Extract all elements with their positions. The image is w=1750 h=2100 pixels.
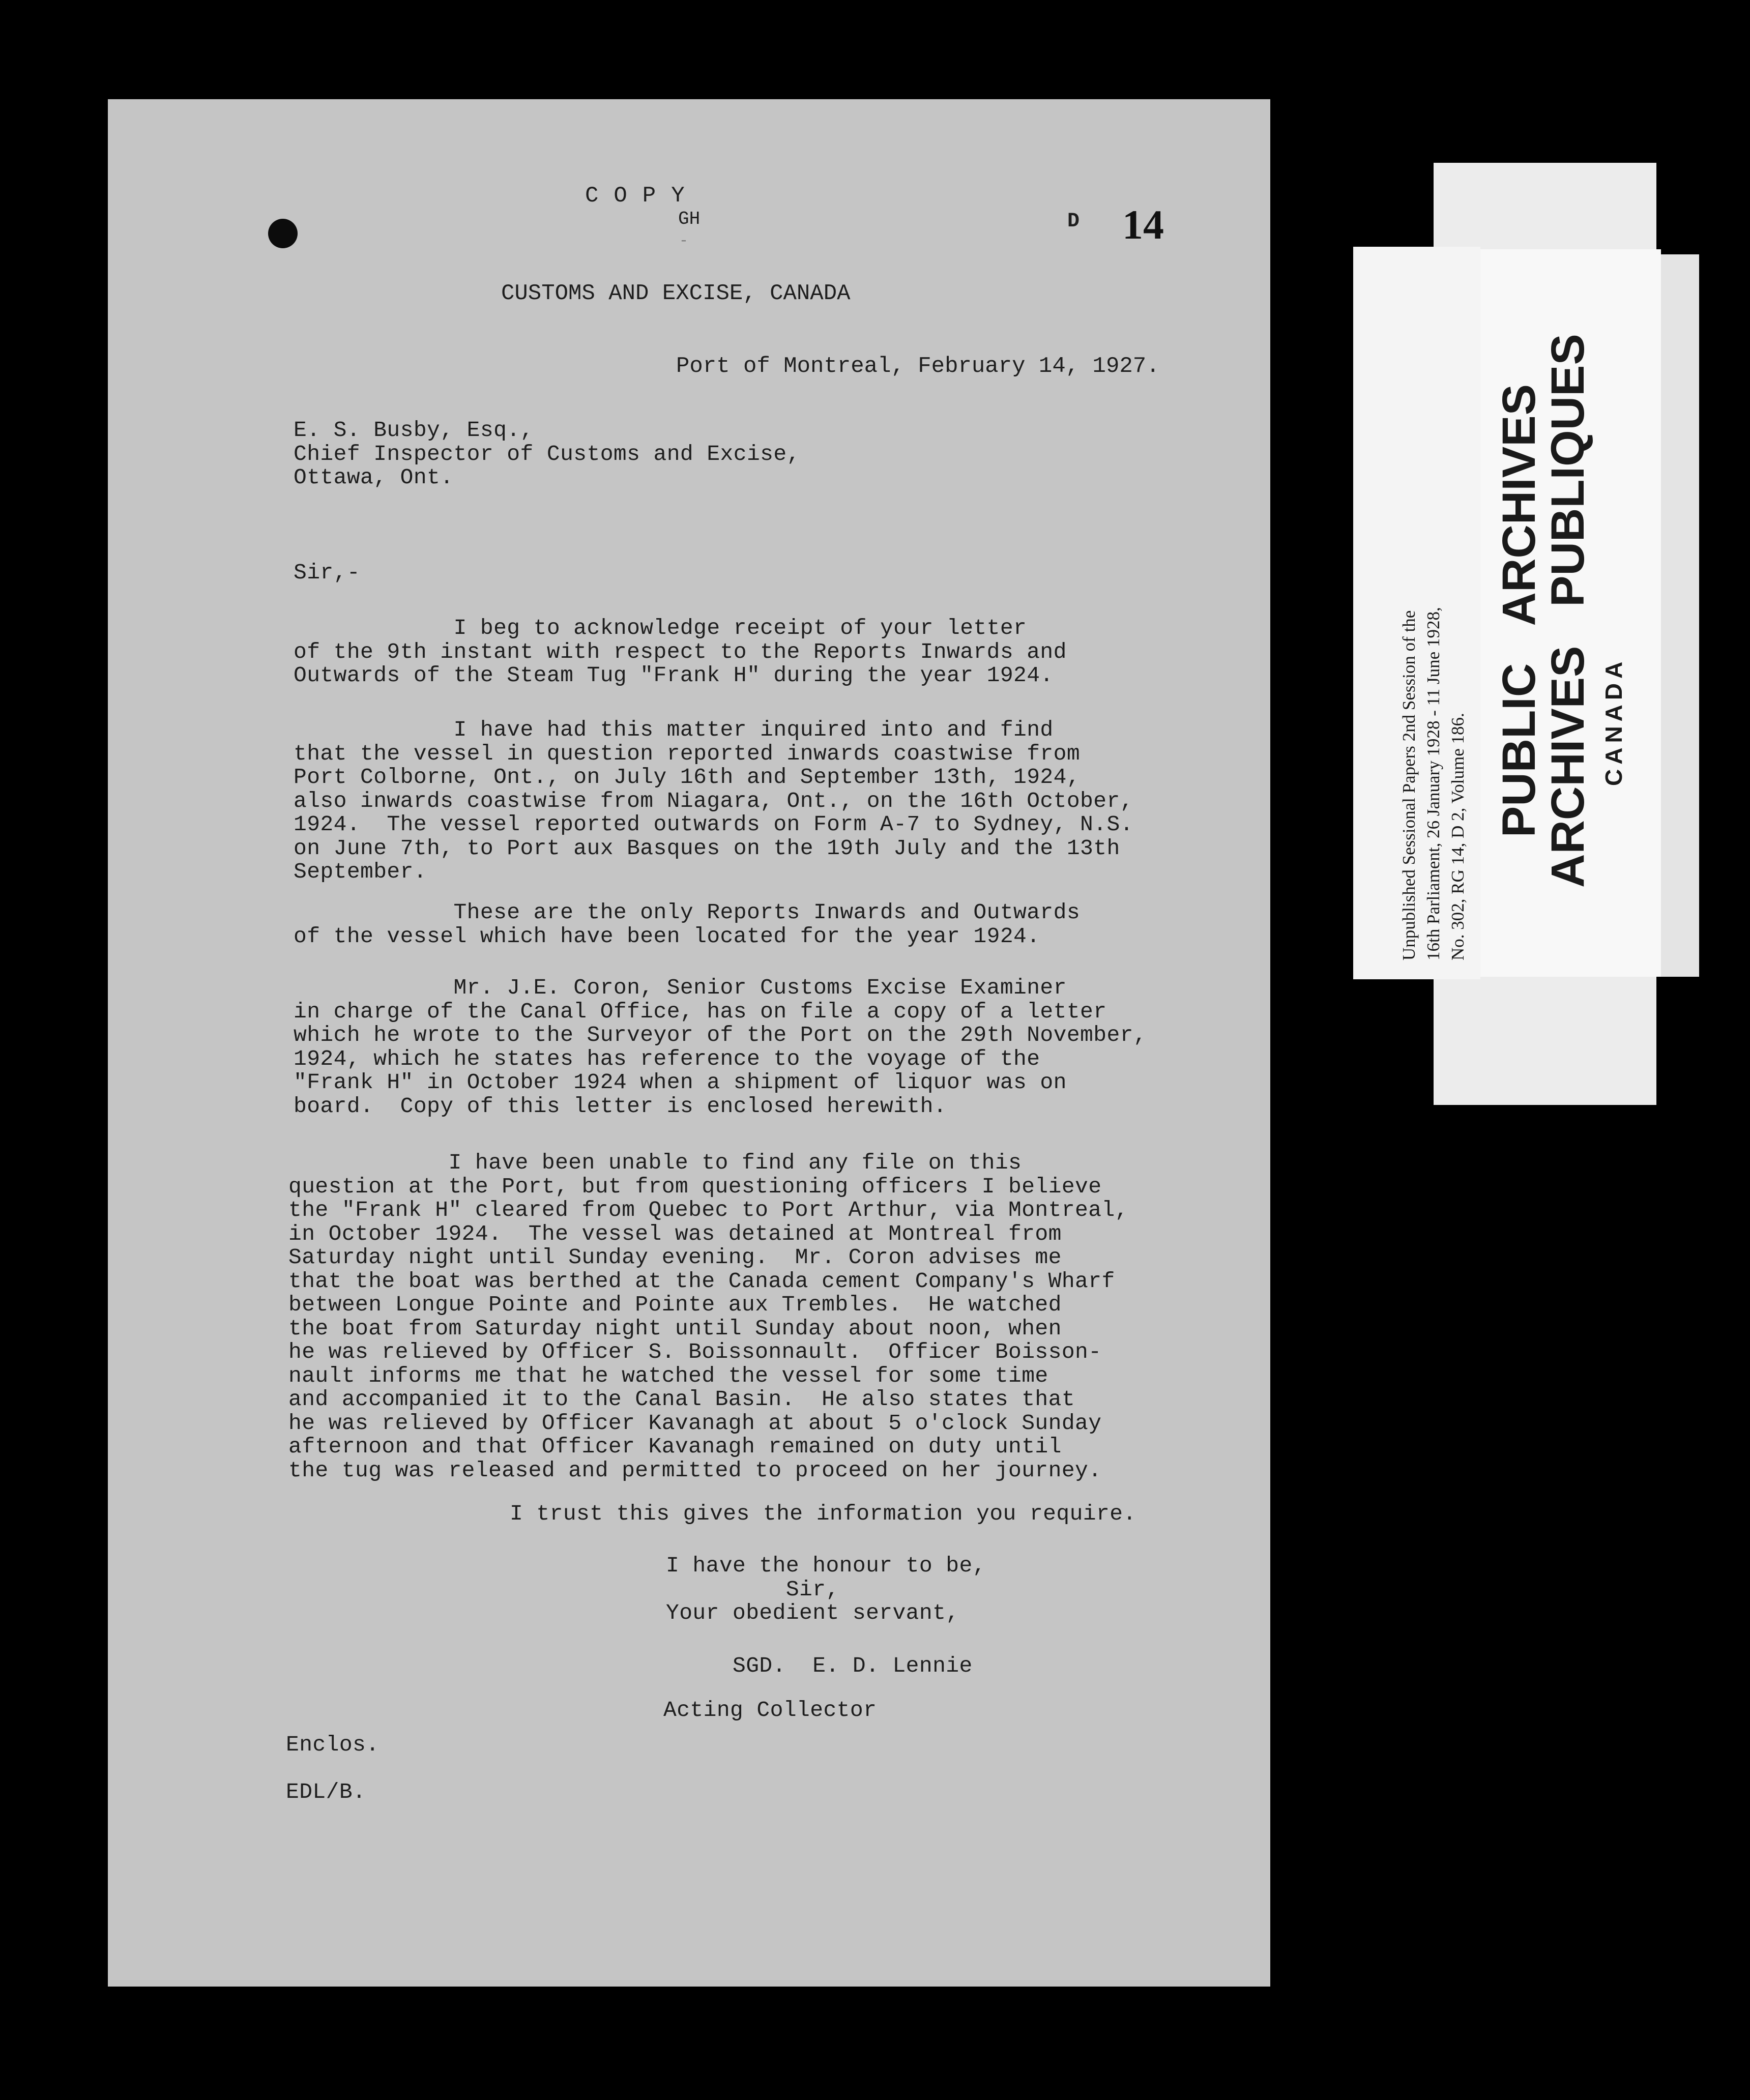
archive-heading: PUBLIC ARCHIVES ARCHIVES PUBLIQUES <box>1493 334 1594 888</box>
punch-hole <box>268 219 298 248</box>
paragraph-3: These are the only Reports Inwards and Outwards of the vessel which have been located for the year 1924. <box>294 900 1081 949</box>
addressee-block: E. S. Busby, Esq., Chief Inspector of Customs and Excise, Ottawa, Ont. <box>294 418 800 490</box>
paragraph-2: I have had this matter inquired into and find that the vessel in question reported inwards coastwise from Port Colborne, Ont., on July 16th and September 13th, 1924, also inwards coastwise from Niagara, Ont., on the 16th October, 1924. The vessel reported outwards on Form A-7 to Sydney, N.S. on June 7th, to Port aux Basques on the 19th July and the 13th September. <box>294 717 1133 884</box>
archive-country: CANADA <box>1600 657 1627 786</box>
complimentary-close: I have the honour to be, Sir, Your obedient servant, <box>666 1553 986 1625</box>
closing-sentence: I trust this gives the information you require. <box>510 1501 1136 1526</box>
archive-citation: Unpublished Sessional Papers 2nd Session of the 16th Parliament, 26 January 1928 - 11 June 1928, No. 302, RG 14, D 2, Volume 186. <box>1399 607 1468 960</box>
place-date: Port of Montreal, February 14, 1927. <box>676 354 1160 379</box>
organization-heading: CUSTOMS AND EXCISE, CANADA <box>501 281 851 306</box>
page-prefix: D <box>1067 210 1080 233</box>
copy-initials: GH <box>678 209 701 229</box>
paragraph-4: Mr. J.E. Coron, Senior Customs Excise Examiner in charge of the Canal Office, has on file a copy of a letter which he wrote to the Surveyor of the Port on the 29th November, 1924, which he states has reference to the voyage of the "Frank H" in October 1924 when a shipment of liquor was on board. Copy of this letter is enclosed herewith. <box>294 975 1147 1119</box>
signer-title: Acting Collector <box>663 1698 877 1723</box>
signature-line: SGD. E. D. Lennie <box>733 1653 973 1678</box>
reference-initials: EDL/B. <box>286 1780 366 1804</box>
pencil-mark: - <box>679 232 689 250</box>
paragraph-1: I beg to acknowledge receipt of your letter of the 9th instant with respect to the Reports Inwards and Outwards of the Steam Tug "Frank H" during the year 1924. <box>294 616 1067 688</box>
page-number: 14 <box>1122 201 1164 248</box>
letter-page <box>108 99 1270 1987</box>
paragraph-5: I have been unable to find any file on this question at the Port, but from questioning officers I believe the "Frank H" cleared from Quebec to Port Arthur, via Montreal, in October 1924. The vessel was detained at Montreal from Saturday night until Sunday evening. Mr. Coron advises me that the boat was berthed at the Canada cement Company's Wharf between Longue Pointe and Pointe aux Trembles. He watched the boat from Saturday night until Sunday about noon, when he was relieved by Officer S. Boissonnault. Officer Boisson- nault informs me that he watched the vessel for some time and accompanied it to the Canal Basin. He also states that he was relieved by Officer Kavanagh at about 5 o'clock Sunday afternoon and that Officer Kavanagh remained on duty until the tug was released and permitted to proceed on her journey. <box>288 1150 1128 1483</box>
archive-card-edge <box>1654 254 1699 977</box>
enclosure-note: Enclos. <box>286 1732 380 1757</box>
salutation: Sir,- <box>294 560 361 585</box>
copy-heading: COPY <box>585 183 700 209</box>
